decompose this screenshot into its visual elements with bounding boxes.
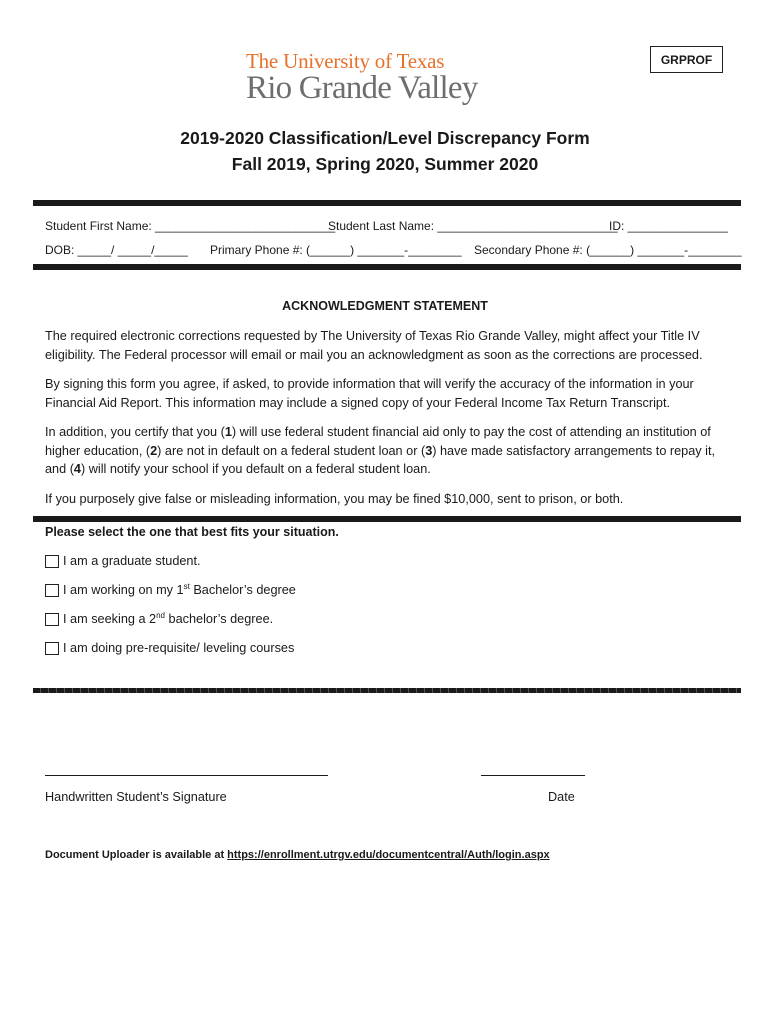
date-line[interactable] bbox=[481, 775, 585, 776]
secondary-phone-field[interactable]: Secondary Phone #: (______) _______-________ bbox=[474, 243, 742, 257]
dob-field[interactable]: DOB: _____/ _____/_____ bbox=[45, 243, 188, 257]
logo-line-university: The University of Texas bbox=[246, 49, 445, 73]
option-prerequisite-label: I am doing pre-requisite/ leveling courses bbox=[63, 641, 295, 655]
signature-line[interactable] bbox=[45, 775, 328, 776]
checkbox-prerequisite[interactable] bbox=[45, 642, 59, 655]
last-name-field[interactable]: Student Last Name: ___________________________ bbox=[328, 219, 618, 233]
option-first-bachelor[interactable] bbox=[45, 583, 296, 597]
divider-top bbox=[33, 200, 741, 206]
form-terms: Fall 2019, Spring 2020, Summer 2020 bbox=[231, 154, 539, 174]
id-field[interactable]: ID: _______________ bbox=[609, 219, 728, 233]
checkbox-graduate[interactable] bbox=[45, 555, 59, 568]
ack-paragraph-1: The required electronic corrections requested by The University of Texas Rio Grande Valley, might affect your Title IV eligibility. The Federal processor will email or mail you an acknowledgment as soon as the corrections are processed. bbox=[45, 329, 703, 362]
date-label: Date bbox=[548, 790, 575, 804]
divider-dashed bbox=[33, 688, 741, 693]
option-graduate-label: I am a graduate student. bbox=[63, 554, 201, 568]
signature-label: Handwritten Student’s Signature bbox=[45, 790, 227, 804]
ack-paragraph-2: By signing this form you agree, if asked, to provide information that will verify the accuracy of the information in your Financial Aid Report. This information may include a signed copy of your Federal Income Tax Return Transcript. bbox=[45, 377, 694, 410]
uploader-link[interactable]: https://enrollment.utrgv.edu/documentcentral/Auth/login.aspx bbox=[227, 849, 550, 861]
form-code-box: GRPROF bbox=[650, 46, 723, 73]
option-second-bachelor-label: I am seeking a 2nd bachelor’s degree. bbox=[63, 610, 274, 626]
selection-heading: Please select the one that best fits your situation. bbox=[45, 525, 339, 539]
primary-phone-field[interactable]: Primary Phone #: (______) _______-________ bbox=[210, 243, 462, 257]
document-uploader-note bbox=[45, 849, 550, 861]
logo-line-rgv: Rio Grande Valley bbox=[246, 70, 478, 106]
divider-selection bbox=[33, 516, 741, 522]
utrgv-logo bbox=[246, 50, 516, 105]
option-second-bachelor[interactable] bbox=[45, 612, 273, 626]
divider-fields bbox=[33, 264, 741, 270]
checkbox-first-bachelor[interactable] bbox=[45, 584, 59, 597]
form-title: 2019-2020 Classification/Level Discrepancy Form bbox=[180, 128, 590, 148]
ack-paragraph-3: In addition, you certify that you (1) will use federal student financial aid only to pay the cost of attending an institution of higher education, (2) are not in default on a federal student loan or (3) have made satisfactory arrangements to repay it, and (4) will notify your school if you default on a federal student loan. bbox=[45, 425, 716, 477]
acknowledgment-heading: ACKNOWLEDGMENT STATEMENT bbox=[282, 299, 488, 313]
uploader-text: Document Uploader is available at bbox=[45, 849, 228, 861]
checkbox-second-bachelor[interactable] bbox=[45, 613, 59, 626]
option-prerequisite[interactable] bbox=[45, 641, 294, 655]
option-first-bachelor-label: I am working on my 1st Bachelor’s degree bbox=[63, 581, 296, 597]
first-name-field[interactable]: Student First Name: ___________________________ bbox=[45, 219, 336, 233]
ack-paragraph-4: If you purposely give false or misleading information, you may be fined $10,000, sent to prison, or both. bbox=[45, 492, 624, 506]
option-graduate[interactable] bbox=[45, 554, 201, 568]
